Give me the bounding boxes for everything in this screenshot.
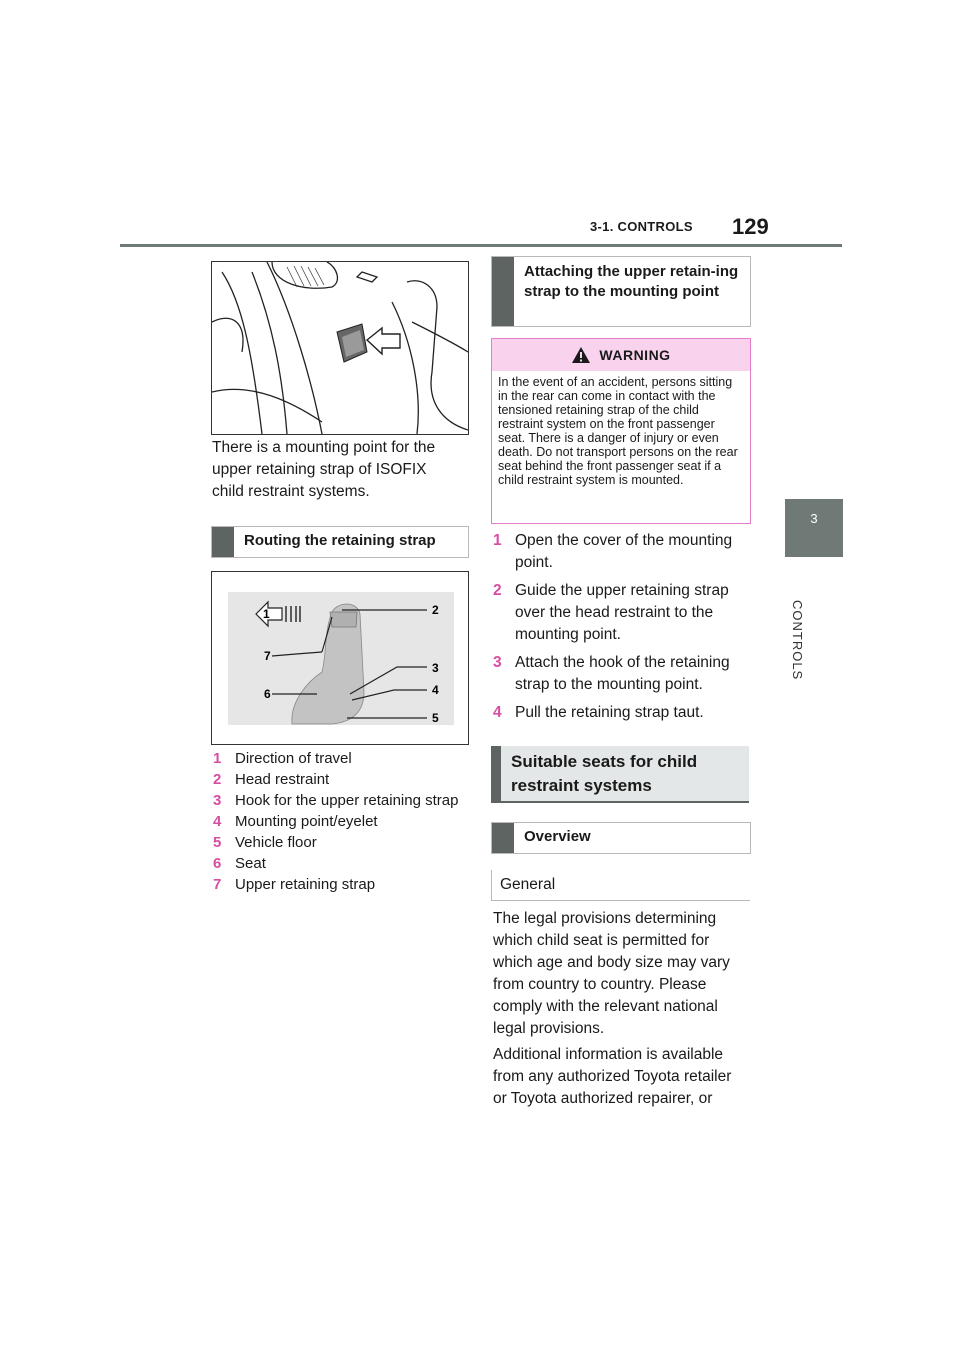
routing-illustration — [212, 572, 468, 744]
list-item: 2 Guide the upper retaining strap over the head restraint to the mounting point. — [493, 582, 729, 643]
attach-heading-text: Attaching the upper retain-ing strap to the mounting point — [524, 263, 739, 300]
section-title: 3-1. CONTROLS — [590, 219, 693, 234]
warning-text: In the event of an accident, persons sitting in the rear can come in contact with the tensioned retaining strap of the child restraint system on the front passenger seat. There is a danger of injury or even death. Do not transport persons on the rear seat behind the front passenger seat if a child restraint system is mounted. — [498, 375, 738, 487]
chapter-tab[interactable] — [785, 499, 843, 557]
list-item: 3 Attach the hook of the retaining strap to the mounting point. — [493, 654, 730, 693]
mounting-point-illustration — [212, 262, 468, 434]
warning-title: WARNING — [599, 347, 671, 363]
warning-header — [492, 339, 750, 371]
figure-label-2: 2 — [432, 603, 439, 617]
list-item: 5 Vehicle floor — [213, 834, 317, 851]
list-item: 6 Seat — [213, 855, 266, 872]
routing-heading — [211, 526, 469, 558]
figure-label-1: 1 — [263, 607, 270, 621]
list-item: 1 Direction of travel — [213, 750, 352, 767]
list-item: 2 Head restraint — [213, 771, 330, 788]
overview-heading — [491, 822, 751, 854]
heading-bar — [212, 527, 234, 557]
figure-label-7: 7 — [264, 649, 271, 663]
overview-heading-text: Overview — [524, 828, 591, 845]
list-item: 3 Hook for the upper retaining strap — [213, 792, 459, 809]
warning-box — [491, 338, 751, 524]
chapter-number: 3 — [810, 511, 818, 526]
list-item: 4 Mounting point/eyelet — [213, 813, 378, 830]
suitable-seats-heading — [491, 746, 749, 803]
warning-icon — [571, 346, 591, 364]
steps-list — [493, 530, 749, 730]
mounting-point-figure — [211, 261, 469, 435]
legal-provisions-paragraph: The legal provisions determining which child seat is permitted for which age and body size may vary from country to country. Please comply with the relevant national legal provisions. — [493, 910, 730, 1037]
heading-bar — [492, 823, 514, 853]
additional-info-paragraph: Additional information is available from any authorized Toyota retailer or Toyota authorized repairer, or — [493, 1046, 732, 1107]
intro-paragraph: There is a mounting point for the upper retaining strap of ISOFIX child restraint systems. — [212, 439, 436, 500]
suitable-seats-heading-text: Suitable seats for child restraint systems — [511, 752, 698, 795]
page-number: 129 — [732, 214, 769, 239]
figure-label-5: 5 — [432, 711, 439, 725]
chapter-label: CONTROLS — [790, 600, 805, 681]
routing-figure — [211, 571, 469, 745]
list-item: 7 Upper retaining strap — [213, 876, 376, 893]
header-divider — [120, 244, 842, 247]
general-subheading: General — [491, 870, 750, 901]
list-item: 4 Pull the retaining strap taut. — [493, 704, 704, 721]
figure-label-3: 3 — [432, 661, 439, 675]
figure-legend — [213, 750, 463, 897]
figure-label-6: 6 — [264, 687, 271, 701]
attach-heading — [491, 256, 751, 327]
figure-label-4: 4 — [432, 683, 439, 697]
heading-bar — [492, 257, 514, 326]
list-item: 1 Open the cover of the mounting point. — [493, 532, 733, 571]
routing-heading-text: Routing the retaining strap — [244, 532, 436, 549]
